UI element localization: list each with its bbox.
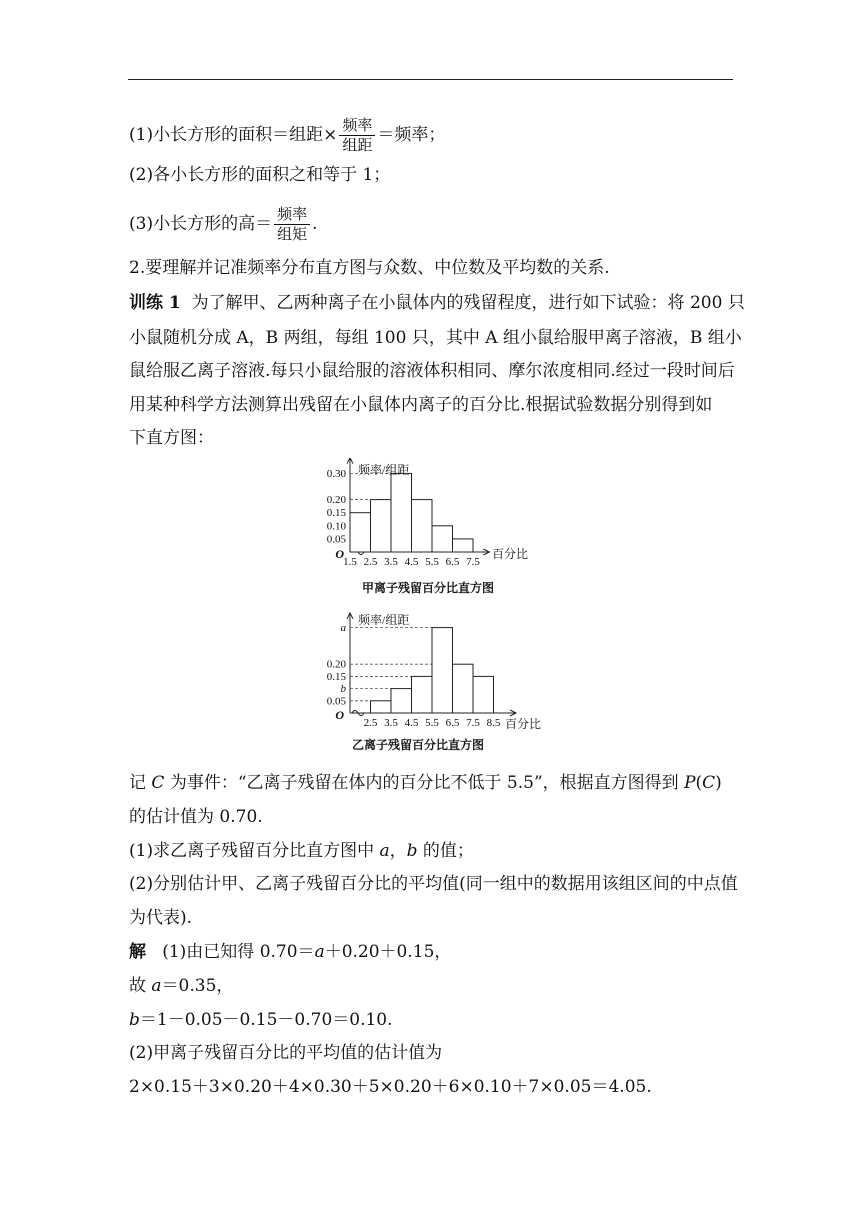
exercise-line-2: 小鼠随机分成 A，B 两组，每组 100 只，其中 A 组小鼠给服甲离子溶液，B 组小 bbox=[129, 328, 742, 348]
property-1-prefix: (1)小长方形的面积＝组距× bbox=[129, 125, 338, 145]
x-tick-label: 3.5 bbox=[384, 717, 398, 729]
x-tick-label: 3.5 bbox=[384, 556, 398, 568]
x-tick-label: 8.5 bbox=[486, 717, 501, 729]
property-1 bbox=[129, 116, 445, 155]
y-tick-label: 0.20 bbox=[326, 658, 346, 671]
solution-text: ＝0.35， bbox=[161, 976, 234, 996]
chart-title: 甲离子残留百分比直方图 bbox=[361, 581, 495, 595]
exercise-line-1 bbox=[129, 291, 745, 315]
x-axis-label: 百分比 bbox=[492, 547, 529, 561]
solution-text: (1)由已知得 0.70＝ bbox=[162, 942, 315, 962]
var-c: C bbox=[702, 773, 716, 793]
x-tick-label: 1.5 bbox=[343, 556, 357, 568]
exercise-line-3: 鼠给服乙离子溶液.每只小鼠给服的溶液体积相同、摩尔浓度相同.经过一段时间后 bbox=[129, 361, 735, 381]
origin-label: O bbox=[335, 708, 344, 722]
solution-line-3 bbox=[129, 1008, 393, 1032]
property-3-prefix: (3)小长方形的高＝ bbox=[129, 214, 273, 234]
question-2-line-1: (2)分别估计甲、乙离子残留百分比的平均值(同一组中的数据用该组区间的中点值 bbox=[129, 874, 738, 894]
point-2: 2.要理解并记准频率分布直方图与众数、中位数及平均数的关系. bbox=[129, 258, 610, 278]
y-tick-label: 0.15 bbox=[326, 507, 346, 520]
histogram-bar bbox=[432, 526, 453, 552]
histogram-jia bbox=[300, 458, 570, 600]
var-a: a bbox=[379, 841, 390, 861]
var-b: b bbox=[129, 1010, 140, 1030]
solution-text: ＝1－0.05－0.15－0.70＝0.10. bbox=[139, 1010, 393, 1030]
exercise-text: 为了解甲、乙两种离子在小鼠体内的残留程度，进行如下试验：将 200 只 bbox=[191, 293, 745, 313]
histogram-bar bbox=[412, 676, 433, 713]
solution-line-1 bbox=[129, 940, 451, 964]
var-a: a bbox=[151, 976, 162, 996]
histogram-bar bbox=[391, 473, 412, 552]
fraction-denominator: 组矩 bbox=[277, 225, 308, 243]
y-tick-label: 0.10 bbox=[326, 520, 346, 533]
question-1 bbox=[129, 839, 474, 863]
problem-text: 记 bbox=[129, 773, 152, 793]
y-tick-label: 0.30 bbox=[326, 467, 346, 480]
histogram-bar bbox=[412, 500, 433, 552]
paren-open: ( bbox=[695, 773, 703, 793]
exercise-line-5: 下直方图： bbox=[129, 428, 214, 448]
histogram-bar bbox=[350, 513, 371, 552]
histogram-bar bbox=[432, 628, 453, 713]
x-tick-label: 2.5 bbox=[363, 717, 378, 729]
solution-label: 解 bbox=[129, 942, 146, 962]
y-axis-label: 频率/组距 bbox=[358, 463, 410, 477]
x-tick-label: 5.5 bbox=[425, 556, 439, 568]
solution-text: 故 bbox=[129, 976, 152, 996]
paren-close: ) bbox=[715, 773, 722, 793]
chart-title: 乙离子残留百分比直方图 bbox=[351, 738, 485, 752]
property-2: (2)各小长方形的面积之和等于 1； bbox=[129, 165, 391, 185]
exercise-label: 训练 1 bbox=[129, 293, 181, 313]
x-tick-label: 6.5 bbox=[445, 556, 460, 568]
fraction-numerator: 频率 bbox=[339, 116, 375, 136]
histogram-yi bbox=[300, 606, 570, 756]
header-rule bbox=[128, 79, 733, 80]
x-tick-label: 4.5 bbox=[404, 556, 419, 568]
histogram-bar bbox=[391, 689, 412, 713]
histogram-bar bbox=[453, 539, 474, 552]
fraction-numerator: 频率 bbox=[274, 205, 310, 225]
x-axis-label: 百分比 bbox=[505, 717, 542, 731]
solution-text: ＋0.20＋0.15， bbox=[324, 942, 452, 962]
y-tick-label: 0.05 bbox=[326, 695, 346, 708]
y-tick-label: 0.20 bbox=[326, 494, 346, 507]
histogram-bar bbox=[371, 701, 392, 713]
y-tick-label: b bbox=[340, 683, 346, 696]
solution-line-2 bbox=[129, 974, 233, 998]
y-tick-label: 0.15 bbox=[326, 670, 346, 683]
var-p: P bbox=[684, 773, 696, 793]
question-text: ， bbox=[389, 841, 407, 861]
x-tick-label: 2.5 bbox=[363, 556, 378, 568]
question-text: 的值； bbox=[417, 841, 474, 861]
fraction-freq-over-width-2 bbox=[274, 205, 310, 244]
solution-line-5: 2×0.15＋3×0.20＋4×0.30＋5×0.20＋6×0.10＋7×0.05＝4.05. bbox=[129, 1077, 652, 1097]
x-tick-label: 7.5 bbox=[466, 717, 480, 729]
histogram-bar bbox=[453, 664, 474, 713]
var-b: b bbox=[406, 841, 418, 861]
histogram-bar bbox=[371, 500, 392, 552]
exercise-line-4: 用某种科学方法测算出残留在小鼠体内离子的百分比.根据试验数据分别得到如 bbox=[129, 395, 713, 415]
y-tick-label: a bbox=[340, 622, 346, 635]
y-tick-label: 0.05 bbox=[326, 533, 346, 546]
y-axis-label: 频率/组距 bbox=[358, 613, 410, 627]
histogram-bar bbox=[473, 676, 494, 713]
property-3 bbox=[129, 205, 318, 244]
x-tick-label: 5.5 bbox=[425, 717, 439, 729]
problem-line-2: 的估计值为 0.70. bbox=[129, 807, 263, 827]
property-3-suffix: . bbox=[312, 214, 318, 234]
var-c: C bbox=[151, 773, 165, 793]
var-a: a bbox=[314, 942, 325, 962]
x-tick-label: 7.5 bbox=[466, 556, 480, 568]
question-text: (1)求乙离子残留百分比直方图中 bbox=[129, 841, 380, 861]
property-1-suffix: ＝频率； bbox=[377, 125, 446, 145]
question-2-line-2: 为代表). bbox=[129, 908, 193, 928]
x-tick-label: 6.5 bbox=[445, 717, 460, 729]
origin-label: O bbox=[335, 547, 344, 561]
solution-line-4: (2)甲离子残留百分比的平均值的估计值为 bbox=[129, 1043, 443, 1063]
x-tick-label: 4.5 bbox=[404, 717, 419, 729]
problem-line-1 bbox=[129, 771, 722, 795]
fraction-denominator: 组距 bbox=[342, 136, 373, 154]
problem-text: 为事件：“乙离子残留在体内的百分比不低于 5.5”，根据直方图得到 bbox=[164, 773, 685, 793]
fraction-freq-over-width bbox=[339, 116, 375, 155]
